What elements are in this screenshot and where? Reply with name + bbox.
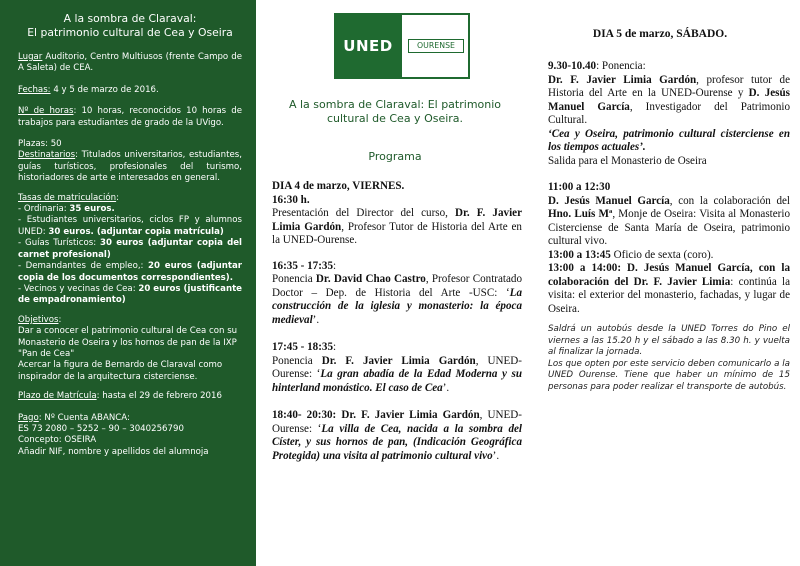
info-panel xyxy=(0,0,256,566)
pago-info: Pago: Nº Cuenta ABANCA: ES 73 2080 – 5252 – 90 – 3040256790 Concepto: OSEIRA Añadir NIF, nombre y apellidos del alumnoja xyxy=(18,412,209,457)
course-title: A la sombra de Claraval: El patrimonio cultural de Cea y Oseira xyxy=(27,12,233,39)
logo-uned-text: UNED xyxy=(334,13,402,79)
session-5: 9.30-10.40: Ponencia: Dr. F. Javier Limia Gardón, profesor tutor de Historia del Arte en la UNED-Ourense y D. Jesús Manuel García, Investigador del Patrimonio Cultural. ‘Cea y Oseira, patrimonio cultural cisterciense en los tiempos actuales’. Salida para el Monasterio de Oseira xyxy=(548,60,791,167)
day2-sessions xyxy=(548,60,790,394)
session-1: DIA 4 de marzo, VIERNES. 16:30 h. Presentación del Director del curso, Dr. F. Javier Limia Gardón, Profesor Tutor de Historia del Arte en la UNED-Ourense. xyxy=(272,180,522,246)
logo-ourense-text: OURENSE xyxy=(417,41,455,50)
horas-info: Nº de horas: 10 horas, reconocidos 10 horas de trabajos para estudiantes de grado de la UVigo. xyxy=(18,106,242,128)
uned-ourense-logo xyxy=(334,13,470,79)
bus-note: Saldrá un autobús desde la UNED Torres do Pino el viernes a las 15.20 h y el sábado a las 8.30 h. y vuelta al finalizar la jornada. Los que opten por este servicio deben comunicarlo a la UNED Ourense. Tiene que haber un mínimo de 15 personas para poder realizar el transporte de autobús. xyxy=(548,324,790,392)
plazo-info: Plazo de Matrícula: hasta el 29 de febrero 2016 xyxy=(18,391,222,402)
day1-sessions xyxy=(272,180,522,477)
session-3: 17:45 - 18:35: Ponencia Dr. F. Javier Limia Gardón, UNED-Ourense: ‘La gran abadía de la Edad Moderna y su hinterland monástico. El caso de Cea’. xyxy=(272,341,523,394)
day2-heading: DIA 5 de marzo, SÁBADO. xyxy=(592,28,728,40)
program-day1 xyxy=(258,0,528,566)
session-6: 11:00 a 12:30 D. Jesús Manuel García, con la colaboración del Hno. Luís Mª, Monje de Oseira: Visita al Monasterio Cisterciense de Santa María de Oseira, patrimonio cultural vivo. 13:00 a 13:45 Oficio de sexta (coro). 13:00 a 14:00: D. Jesús Manuel García, con la colaboración del Dr. F. Javier Limia: continúa la visita: el exterior del monasterio, fachadas, y lugar de Oseira. xyxy=(548,181,791,315)
tasas-info: Tasas de matriculación: - Ordinaria: 35 euros. - Estudiantes universitarios, ciclos FP y alumnos UNED: 30 euros. (adjuntar copia matrícula) - Guías Turísticos: 30 euros (adjuntar copia del carnet profesional) - Demandantes de empleo,: 20 euros (adjuntar copia de los documentos correspondientes). - Vecinos y vecinas de Cea: 20 euros (justificante de empadronamiento) xyxy=(18,192,243,306)
lugar-info: Lugar Auditorio, Centro Multiusos (frente Campo de A Saleta) de CEA. xyxy=(18,52,242,74)
programa-heading: Programa xyxy=(368,150,422,163)
session-4: 18:40- 20:30: Dr. F. Javier Limia Gardón, UNED-Ourense: ‘La villa de Cea, nacida a la sombra del Císter, y sus hornos de pan, (Indicación Geográfica Protegida) una visita al patrimonio cultural vivo’. xyxy=(272,409,523,462)
fechas-info: Fechas: 4 y 5 de marzo de 2016. xyxy=(18,84,159,95)
program-title: A la sombra de Claraval: El patrimonio cultural de Cea y Oseira. xyxy=(288,98,502,125)
program-day2 xyxy=(540,0,796,566)
session-2: 16:35 - 17:35: Ponencia Dr. David Chao Castro, Profesor Contratado Doctor – Dep. de Historia del Arte -USC: ‘La construcción de la iglesia y monasterio: la época medieval’. xyxy=(272,259,522,326)
objetivos-info: Objetivos: Dar a conocer el patrimonio cultural de Cea con su Monasterio de Oseira y los hornos de pan de la IXP "Pan de Cea" Acercar la figura de Bernardo de Claraval como inspirador de la arquitectura cisterciense. xyxy=(18,314,238,382)
plazas-destinatarios: Plazas: 50 Destinatarios: Titulados universitarios, estudiantes, guías turísticos, profesionales del turismo, historiadores de arte e interesados en general. xyxy=(18,139,242,184)
